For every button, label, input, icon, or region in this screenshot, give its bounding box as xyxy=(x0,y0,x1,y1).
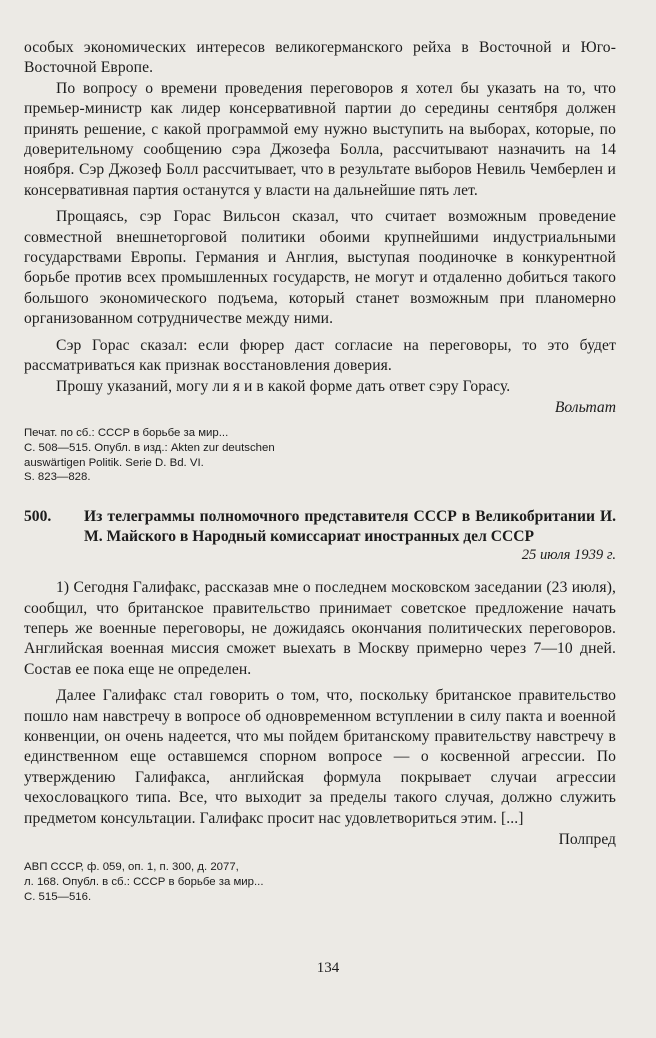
signature-polpred: Полпред xyxy=(558,830,616,848)
paragraph-request-instructions: Прошу указаний, могу ли я и в какой форме дать ответ сэру Горасу. xyxy=(56,377,511,395)
paragraph-indirect-aggression: Далее Галифакс стал говорить о том, что, поскольку британское правительство пошло нам навстречу в вопросе об одновременном вступлении в силу пакта и военной конвенции, он очень надеется, что мы пойдем британскому правительству навстречу в единственном еще оставшемся спорном вопросе — о косвенной агрессии. По утверждению Галифакса, английская формула покрывает случаи агрессии чехословацкого типа. Все, что выходит за пределы такого случая, должно служить предметом консультации. Галифакс просит нас удовлетвориться этим. [...] xyxy=(24,687,616,827)
source-line: S. 823—828. xyxy=(24,471,91,484)
source-note-bottom xyxy=(24,860,324,904)
document-date: 25 июля 1939 г. xyxy=(521,547,616,564)
source-line: С. 508—515. Опубл. в изд.: Akten zur deutschen auswärtigen Politik. Serie D. Bd. VI. xyxy=(24,441,275,469)
paragraph-wilson-farewell: Прощаясь, сэр Горас Вильсон сказал, что считает возможным проведение совместной внешнеторговой политики обоими крупнейшими индустриальными государствами Европы. Германия и Англия, выступая поодиночке в конкурентной борьбе против всех промышленных государств, не могут и отдаленно добиться такого большого экономического подъема, который станет возможным при планомерно организованном сотрудничестве между ними. xyxy=(24,208,616,328)
signature-woltat: Вольтат xyxy=(554,398,616,416)
document-number: 500. xyxy=(24,508,52,526)
source-note-top xyxy=(24,426,304,485)
document-title: Из телеграммы полномочного представителя СССР в Великобритании И. М. Майского в Народный комиссариат иностранных дел СССР xyxy=(84,508,616,546)
page-number: 134 xyxy=(316,960,340,976)
source-line: Печат. по сб.: СССР в борьбе за мир... xyxy=(24,426,229,439)
paragraph-negotiation-timing: По вопросу о времени проведения переговоров я хотел бы указать на то, что премьер-министр как лидер консервативной партии до середины сентября должен принять решение, с какой программой ему нужно выступить на выборах, которые, по доверительному сообщению сэра Джозефа Болла, рассчитывают назначить на 14 ноября. Сэр Джозеф Болл рассчитывает, что в результате выборов Невиль Чемберлен и консервативная партия останутся у власти на дальнейшие пять лет. xyxy=(24,79,616,199)
paragraph-halifax-report: 1) Сегодня Галифакс, рассказав мне о последнем московском заседании (23 июля), сообщил, что британское правительство принимает советское предложение начать теперь же военные переговоры, не дожидаясь окончания политических переговоров. Английская военная миссия сможет выехать в Москву примерно через 7—10 дней. Состав ее пока еще не определен. xyxy=(24,579,616,678)
paragraph-fuhrer-consent: Сэр Горас сказал: если фюрер даст согласие на переговоры, то это будет рассматриваться как признак восстановления доверия. xyxy=(24,336,616,375)
source-line: л. 168. Опубл. в сб.: СССР в борьбе за мир... xyxy=(24,875,264,888)
document-heading xyxy=(24,507,616,547)
source-line: АВП СССР, ф. 059, оп. 1, п. 300, д. 2077, xyxy=(24,860,239,873)
paragraph-continuation: особых экономических интересов великогерманского рейха в Восточной и Юго-Восточной Европе. xyxy=(24,39,616,77)
source-line: С. 515—516. xyxy=(24,890,92,903)
